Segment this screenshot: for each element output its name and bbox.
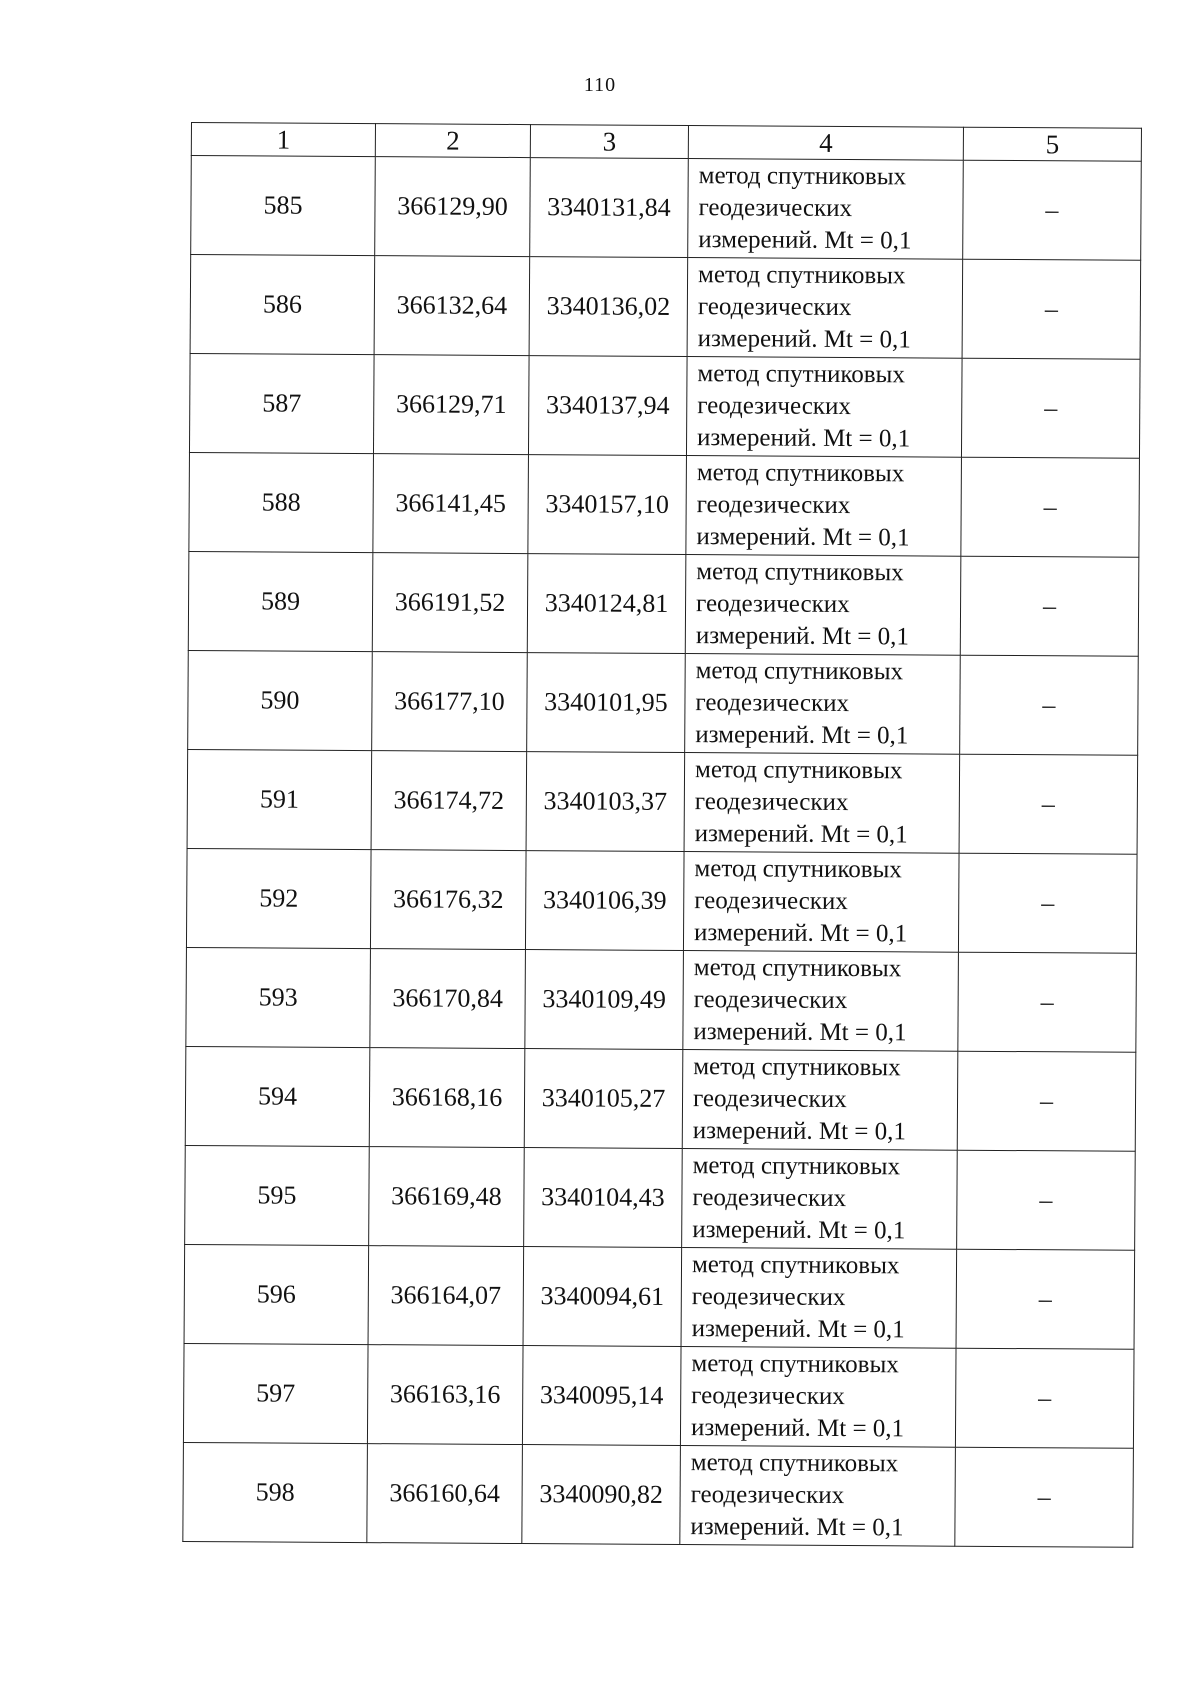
table-body (183, 156, 1141, 1548)
method-line: геодезических (697, 293, 852, 322)
method-cell (680, 1347, 956, 1448)
table-row (189, 353, 1140, 458)
method-line: метод спутниковых (697, 360, 905, 389)
method-line: геодезических (697, 392, 851, 421)
method-line: метод спутниковых (696, 459, 905, 488)
method-line: метод спутниковых (692, 1152, 901, 1181)
point-number-cell: 595 (185, 1145, 370, 1245)
note-cell: – (955, 1447, 1134, 1547)
method-line: измерений. Mt = 0,1 (698, 226, 912, 255)
method-cell (686, 357, 962, 458)
method-line: метод спутниковых (695, 657, 904, 686)
method-cell (683, 951, 959, 1052)
y-coordinate-cell: 3340101,95 (527, 653, 686, 753)
x-coordinate-cell: 366174,72 (371, 751, 527, 851)
coordinates-table (182, 122, 1142, 1548)
method-line: геодезических (692, 1085, 847, 1114)
table-row (187, 749, 1138, 854)
method-cell (683, 852, 959, 953)
point-number-cell: 591 (187, 749, 372, 849)
method-line: метод спутниковых (697, 261, 906, 290)
method-line: метод спутниковых (690, 1449, 899, 1478)
x-coordinate-cell: 366176,32 (370, 850, 526, 950)
table-row (190, 255, 1141, 360)
method-line: геодезических (694, 887, 848, 916)
point-number-cell: 589 (188, 551, 373, 651)
method-cell (680, 1446, 956, 1547)
method-line: измерений. Mt = 0,1 (691, 1315, 905, 1344)
note-cell: – (960, 655, 1139, 755)
method-line: метод спутниковых (694, 855, 902, 884)
note-cell: – (959, 754, 1138, 854)
note-cell: – (957, 1051, 1136, 1151)
point-number-cell: 593 (186, 947, 371, 1047)
method-cell (688, 159, 964, 260)
x-coordinate-cell: 366129,90 (375, 157, 531, 257)
x-coordinate-cell: 366177,10 (372, 652, 528, 752)
point-number-cell: 585 (191, 156, 376, 256)
note-cell: – (958, 952, 1137, 1052)
x-coordinate-cell: 366129,71 (373, 355, 529, 455)
method-cell (682, 1149, 958, 1250)
method-cell (686, 456, 962, 557)
method-line: метод спутниковых (694, 756, 903, 785)
point-number-cell: 587 (189, 353, 374, 453)
table-row (188, 551, 1139, 656)
method-line: геодезических (696, 491, 851, 520)
method-line: метод спутниковых (693, 1053, 901, 1082)
table-row (191, 156, 1142, 261)
column-header-5: 5 (963, 127, 1141, 161)
x-coordinate-cell: 366164,07 (368, 1246, 524, 1346)
point-number-cell: 590 (188, 650, 373, 750)
note-cell: – (961, 358, 1140, 458)
method-line: метод спутниковых (691, 1251, 900, 1280)
note-cell: – (956, 1249, 1135, 1349)
y-coordinate-cell: 3340136,02 (529, 257, 688, 357)
method-line: измерений. Mt = 0,1 (697, 325, 911, 354)
method-line: измерений. Mt = 0,1 (696, 424, 911, 453)
table-row (188, 650, 1139, 755)
y-coordinate-cell: 3340109,49 (525, 950, 684, 1050)
x-coordinate-cell: 366168,16 (369, 1048, 525, 1148)
point-number-cell: 592 (186, 848, 371, 948)
table-row (183, 1442, 1134, 1547)
method-line: метод спутниковых (693, 954, 902, 983)
note-cell: – (963, 160, 1142, 260)
method-cell (682, 1050, 958, 1151)
point-number-cell: 594 (185, 1046, 370, 1146)
method-cell (681, 1248, 957, 1349)
method-line: измерений. Mt = 0,1 (694, 820, 908, 849)
y-coordinate-cell: 3340124,81 (527, 554, 686, 654)
note-cell: – (962, 259, 1141, 359)
point-number-cell: 588 (189, 452, 374, 552)
table-row (186, 947, 1137, 1052)
y-coordinate-cell: 3340157,10 (528, 455, 687, 555)
y-coordinate-cell: 3340095,14 (522, 1346, 681, 1446)
method-line: измерений. Mt = 0,1 (695, 721, 909, 750)
note-cell: – (960, 556, 1139, 656)
x-coordinate-cell: 366169,48 (369, 1147, 525, 1247)
method-line: геодезических (695, 590, 850, 619)
method-line: геодезических (695, 689, 850, 718)
table-row (189, 452, 1140, 557)
method-line: метод спутниковых (691, 1350, 899, 1379)
x-coordinate-cell: 366163,16 (367, 1345, 523, 1445)
note-cell: – (957, 1150, 1136, 1250)
method-cell (687, 258, 963, 359)
column-header-2: 2 (375, 124, 530, 158)
table-row (185, 1145, 1136, 1250)
x-coordinate-cell: 366160,64 (367, 1444, 523, 1544)
column-header-3: 3 (530, 125, 688, 159)
method-line: метод спутниковых (696, 558, 904, 587)
method-line: измерений. Mt = 0,1 (692, 1117, 907, 1146)
method-line: геодезических (698, 194, 853, 223)
method-line: измерений. Mt = 0,1 (693, 919, 908, 948)
note-cell: – (961, 457, 1140, 557)
x-coordinate-cell: 366170,84 (370, 949, 526, 1049)
table-row (184, 1244, 1135, 1349)
table-row (183, 1343, 1134, 1448)
x-coordinate-cell: 366191,52 (372, 553, 528, 653)
y-coordinate-cell: 3340106,39 (525, 851, 684, 951)
method-line: измерений. Mt = 0,1 (690, 1513, 904, 1542)
method-line: измерений. Mt = 0,1 (690, 1414, 905, 1443)
method-line: измерений. Mt = 0,1 (696, 523, 910, 552)
point-number-cell: 597 (183, 1343, 368, 1443)
method-line: геодезических (690, 1481, 845, 1510)
table-row (185, 1046, 1136, 1151)
point-number-cell: 586 (190, 255, 375, 355)
page-number: 110 (583, 74, 617, 96)
y-coordinate-cell: 3340090,82 (522, 1445, 681, 1545)
x-coordinate-cell: 366141,45 (373, 454, 529, 554)
column-header-1: 1 (191, 123, 375, 157)
y-coordinate-cell: 3340103,37 (526, 752, 685, 852)
method-line: геодезических (691, 1382, 845, 1411)
column-header-4: 4 (688, 126, 963, 161)
x-coordinate-cell: 366132,64 (374, 256, 530, 356)
y-coordinate-cell: 3340137,94 (528, 356, 687, 456)
method-line: метод спутниковых (698, 162, 907, 191)
method-line: геодезических (691, 1283, 846, 1312)
note-cell: – (958, 853, 1137, 953)
table-row (186, 848, 1137, 953)
y-coordinate-cell: 3340094,61 (523, 1247, 682, 1347)
note-cell: – (955, 1348, 1134, 1448)
point-number-cell: 598 (183, 1442, 368, 1542)
method-cell (685, 654, 961, 755)
y-coordinate-cell: 3340131,84 (530, 158, 689, 258)
method-line: измерений. Mt = 0,1 (695, 622, 910, 651)
method-cell (684, 753, 960, 854)
method-line: геодезических (692, 1184, 847, 1213)
method-line: измерений. Mt = 0,1 (692, 1216, 906, 1245)
method-line: геодезических (693, 986, 848, 1015)
method-cell (685, 555, 961, 656)
method-line: измерений. Mt = 0,1 (693, 1018, 907, 1047)
y-coordinate-cell: 3340104,43 (524, 1148, 683, 1248)
method-line: геодезических (694, 788, 849, 817)
y-coordinate-cell: 3340105,27 (524, 1049, 683, 1149)
point-number-cell: 596 (184, 1244, 369, 1344)
